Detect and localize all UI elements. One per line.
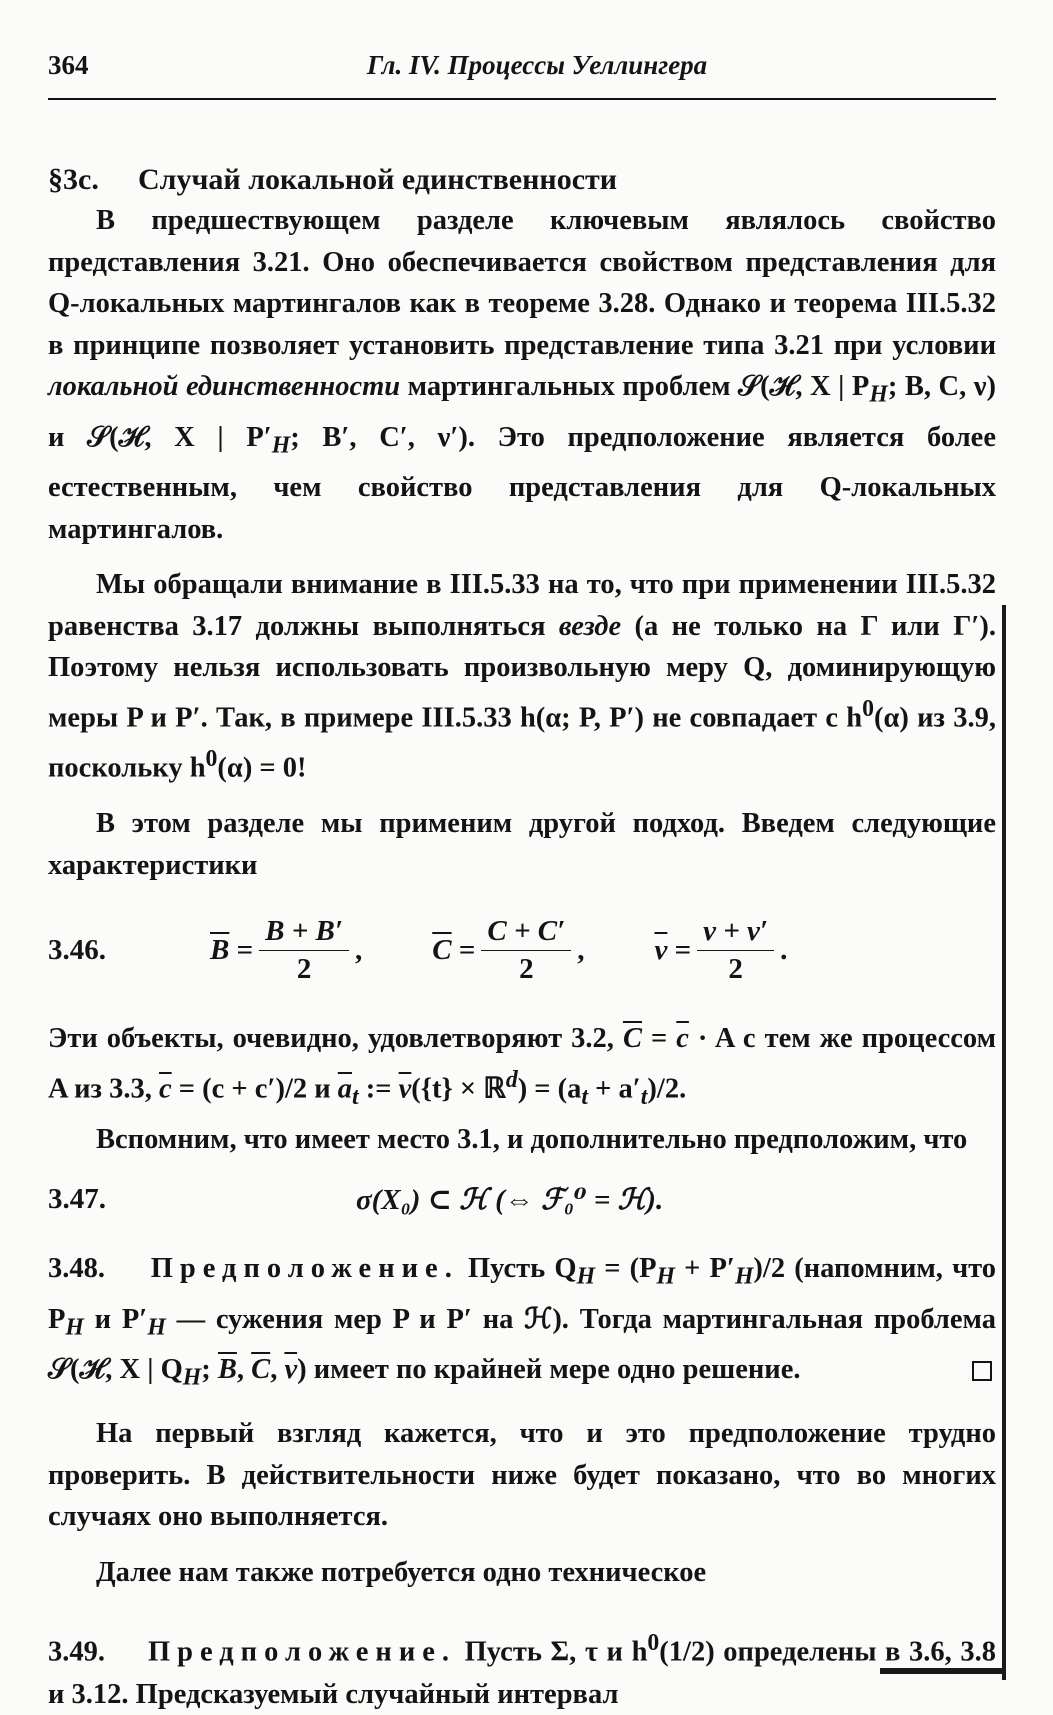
section-heading (48, 160, 996, 200)
equation-3-47 (48, 1164, 996, 1234)
page (48, 50, 996, 1715)
paragraph-3: В этом разделе мы применим другой подход. Введем следующие характеристики (48, 808, 996, 881)
running-header (48, 50, 996, 100)
qed-square-icon (972, 1361, 992, 1381)
equation-term-nu: $\overline{\nu}$ = $\frac{\nu + \nu'}{2}$ . (654, 914, 788, 985)
section-title: Случай локальной единственности (138, 163, 618, 196)
paragraph-4: Эти объекты, очевидно, удовлетворяют 3.2, $\overline{C} = \overline{c} \cdot A$ с тем же процессом A из 3.3, $\overline{c} = (c + c')/2$ и $\overline{a}_t$ := $\overline{\nu}(\{t\}$ × ℝ$^d$) = $(a_t + a'_t)/2$. (48, 1023, 997, 1111)
assumption-3-48: 3.48. Предположение. Пусть $Q_H = (P_H + P'_H)/2$ (напомним, что $P_H$ и $P'_H$ — сужения мер P и P′ на ℋ). Тогда мартингальная проблема 𝒮(ℋ, X | $Q_H$; $\overline{B}$, $\overline{C}$, $\overline{\nu}$) имеет по крайней мере одно решение. (48, 1253, 997, 1391)
equation-formula: σ(X₀) ⊂ ℋ (⇔ ℱ₀⁰ = ℋ). (356, 1183, 664, 1216)
scan-corner-line (880, 1668, 1006, 1674)
equation-3-46 (48, 896, 996, 1004)
section-number: §3c. (48, 163, 99, 196)
paragraph-5: Вспомним, что имеет место 3.1, и дополнительно предположим, что (96, 1123, 968, 1155)
equation-term-c: $\overline{C}$ = $\frac{C + C'}{2}$ , (432, 914, 585, 985)
equation-label: 3.46. (48, 933, 106, 966)
paragraph-2: Мы обращали внимание в III.5.33 на то, что при применении III.5.32 равенства 3.17 должны выполняться везде (а не только на Γ или Γ′). Поэтому нельзя использовать произвольную меру Q, доминирующую меры P и P′. Так, в примере III.5.33 h(α; P, P′) не совпадает с $h^0(\alpha)$ из 3.9, поскольку $h^0(\alpha) = 0$! (48, 569, 996, 784)
equation-term-b: $\overline{B}$ = $\frac{B + B'}{2}$ , (210, 914, 363, 985)
page-number: 364 (48, 50, 89, 80)
scan-edge-line (1002, 605, 1006, 1680)
paragraph-6: На первый взгляд кажется, что и это предположение трудно проверить. В действительности ниже будет показано, что во многих случаях оно выполняется. (48, 1418, 996, 1533)
paragraph-7: Далее нам также потребуется одно техническое (96, 1556, 707, 1588)
assumption-3-49: 3.49. Предположение. Пусть Σ, τ и $h^0(1/2)$ определены в 3.6, 3.8 и 3.12. Предсказуемый случайный интервал (48, 1630, 996, 1710)
paragraph-1: В предшествующем разделе ключевым являлось свойство представления 3.21. Оно обеспечивается свойством представления для Q-локальных мартингалов как в теореме 3.28. Однако и теорема III.5.32 в принципе позволяет установить представление типа 3.21 при условии локальной единственности мартингальных проблем 𝒮(ℋ, X | $P_H$; B, C, ν) и 𝒮(ℋ, X | $P'_H$; B′, C′, ν′). Это предположение является более естественным, чем свойство представления для Q-локальных мартингалов. (48, 205, 996, 545)
running-title: Гл. IV. Процессы Уеллингера (366, 50, 708, 80)
equation-label: 3.47. (48, 1182, 106, 1215)
